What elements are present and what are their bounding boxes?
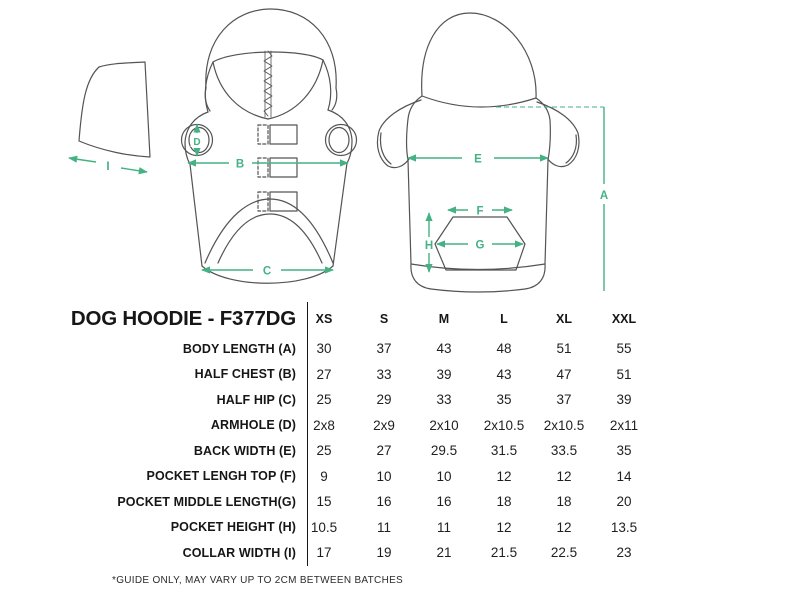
cell: 12 bbox=[496, 519, 512, 535]
cell: 33.5 bbox=[550, 443, 578, 459]
row-label: POCKET LENGH TOP (F) bbox=[60, 464, 308, 490]
table-row bbox=[60, 540, 660, 566]
table-row bbox=[60, 387, 660, 413]
cell: 2x11 bbox=[609, 417, 639, 433]
dimension-label-a: A bbox=[599, 190, 609, 202]
cell: 21.5 bbox=[490, 545, 518, 561]
cell: 18 bbox=[496, 494, 512, 510]
dimension-arrow-back-width bbox=[408, 154, 548, 166]
cell: 51 bbox=[556, 341, 572, 357]
cell: 9 bbox=[320, 468, 328, 484]
dimension-arrow-half-hip bbox=[202, 266, 333, 278]
table-row bbox=[60, 464, 660, 490]
dimension-arrow-collar-width bbox=[69, 158, 147, 173]
dimension-label-g: G bbox=[475, 239, 485, 252]
cell: 17 bbox=[316, 545, 332, 561]
row-label: BACK WIDTH (E) bbox=[60, 438, 308, 464]
cell: 51 bbox=[616, 366, 632, 382]
cell: 10.5 bbox=[310, 519, 338, 535]
row-label: COLLAR WIDTH (I) bbox=[60, 540, 308, 566]
dimension-arrow-pocket-top bbox=[448, 206, 512, 218]
cell: 55 bbox=[616, 341, 632, 357]
dimension-arrow-armhole bbox=[191, 125, 204, 157]
dimension-label-h: H bbox=[424, 240, 434, 252]
cell: 27 bbox=[316, 366, 332, 382]
cell: 2x10 bbox=[429, 417, 459, 433]
cell: 2x10.5 bbox=[483, 417, 525, 433]
cell: 12 bbox=[556, 468, 572, 484]
cell: 35 bbox=[616, 443, 632, 459]
cell: 15 bbox=[316, 494, 332, 510]
cell: 33 bbox=[376, 366, 392, 382]
row-label: BODY LENGTH (A) bbox=[60, 336, 308, 362]
cell: 29 bbox=[376, 392, 392, 408]
size-header-l: L bbox=[500, 312, 508, 326]
row-label: POCKET MIDDLE LENGTH(G) bbox=[60, 489, 308, 515]
cell: 35 bbox=[496, 392, 512, 408]
cell: 11 bbox=[376, 519, 391, 535]
cell: 43 bbox=[436, 341, 452, 357]
table-row bbox=[60, 336, 660, 362]
table-header-row bbox=[60, 302, 660, 336]
cell: 23 bbox=[616, 545, 632, 561]
row-label: ARMHOLE (D) bbox=[60, 413, 308, 439]
cell: 37 bbox=[556, 392, 572, 408]
velcro-strips bbox=[258, 125, 297, 211]
guide-footnote: *GUIDE ONLY, MAY VARY UP TO 2CM BETWEEN BATCHES bbox=[112, 574, 404, 586]
cell: 39 bbox=[616, 392, 632, 408]
cell: 30 bbox=[316, 341, 332, 357]
dimension-label-d: D bbox=[193, 137, 201, 148]
cell: 25 bbox=[316, 392, 332, 408]
cell: 47 bbox=[556, 366, 572, 382]
cell: 10 bbox=[436, 468, 452, 484]
cell: 39 bbox=[436, 366, 452, 382]
row-label: POCKET HEIGHT (H) bbox=[60, 515, 308, 541]
page-title: DOG HOODIE - F377DG bbox=[60, 302, 308, 336]
row-label: HALF HIP (C) bbox=[60, 387, 308, 413]
cell: 12 bbox=[496, 468, 512, 484]
collar-piece-drawing bbox=[79, 62, 150, 157]
row-label: HALF CHEST (B) bbox=[60, 362, 308, 388]
table-row bbox=[60, 489, 660, 515]
cell: 10 bbox=[376, 468, 392, 484]
size-header-m: M bbox=[438, 312, 450, 326]
dimension-label-c: C bbox=[262, 265, 272, 278]
cell: 20 bbox=[616, 494, 632, 510]
size-header-xxl: XXL bbox=[611, 312, 637, 326]
cell: 31.5 bbox=[490, 443, 518, 459]
cell: 16 bbox=[376, 494, 392, 510]
dimension-arrow-pocket-middle bbox=[437, 240, 523, 252]
cell: 11 bbox=[436, 519, 451, 535]
front-view-drawing bbox=[182, 9, 357, 283]
cell: 43 bbox=[496, 366, 512, 382]
size-header-s: S bbox=[379, 312, 389, 326]
table-row bbox=[60, 438, 660, 464]
size-header-xl: XL bbox=[556, 312, 572, 326]
cell: 2x8 bbox=[313, 417, 335, 433]
cell: 18 bbox=[556, 494, 572, 510]
dimension-line-body-length bbox=[496, 107, 608, 291]
cell: 33 bbox=[436, 392, 452, 408]
table-row bbox=[60, 413, 660, 439]
cell: 21 bbox=[436, 545, 452, 561]
size-header-xs: XS bbox=[315, 312, 333, 326]
dimension-arrow-pocket-height bbox=[425, 213, 433, 272]
cell: 48 bbox=[496, 341, 512, 357]
cell: 29.5 bbox=[430, 443, 458, 459]
cell: 19 bbox=[376, 545, 392, 561]
dimension-label-f: F bbox=[476, 205, 484, 218]
size-table bbox=[60, 302, 660, 586]
cell: 16 bbox=[436, 494, 452, 510]
cell: 27 bbox=[376, 443, 392, 459]
cell: 12 bbox=[556, 519, 572, 535]
cell: 22.5 bbox=[550, 545, 578, 561]
cell: 2x10.5 bbox=[543, 417, 585, 433]
cell: 13.5 bbox=[610, 519, 638, 535]
table-row bbox=[60, 362, 660, 388]
dimension-label-e: E bbox=[474, 153, 482, 166]
cell: 37 bbox=[376, 341, 392, 357]
cell: 2x9 bbox=[373, 417, 395, 433]
cell: 14 bbox=[616, 468, 632, 484]
table-row bbox=[60, 515, 660, 541]
cell: 25 bbox=[316, 443, 332, 459]
dimension-label-i: I bbox=[106, 161, 110, 173]
dimension-label-b: B bbox=[235, 158, 245, 171]
